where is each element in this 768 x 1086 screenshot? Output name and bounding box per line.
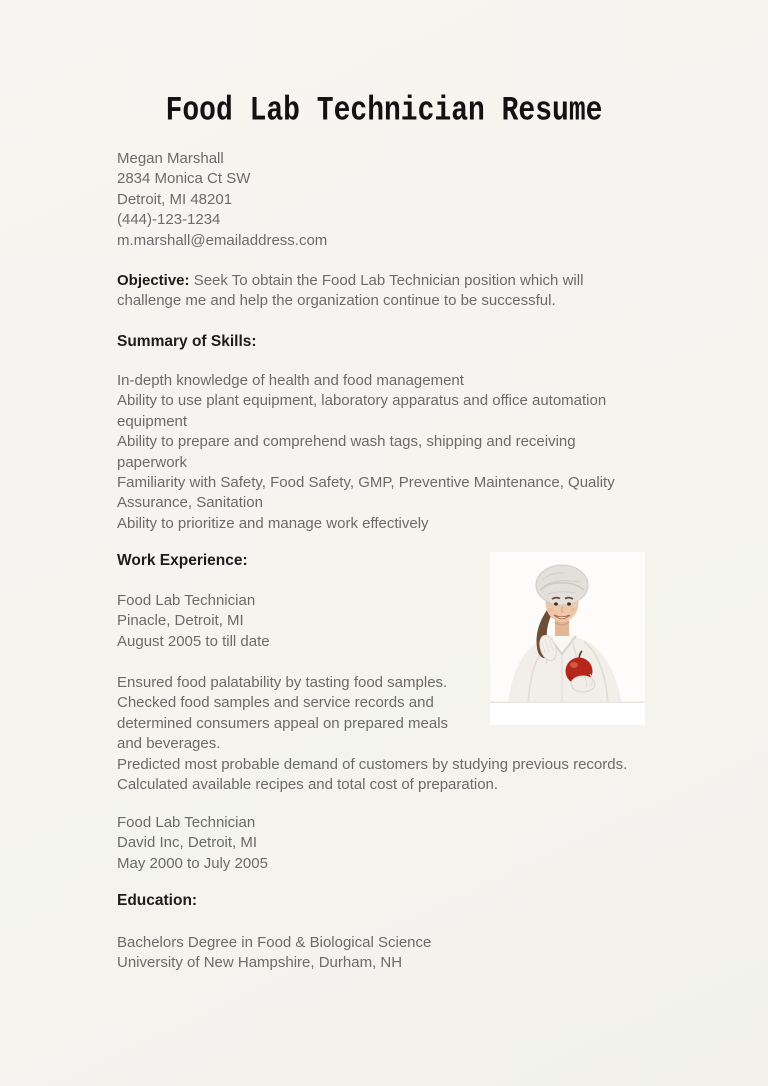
objective-text-line-1: Seek To obtain the Food Lab Technician position which will — [193, 272, 584, 289]
skill-line: equipment — [117, 412, 188, 430]
education-block — [117, 933, 431, 974]
education-school: University of New Hampshire, Durham, NH — [117, 954, 403, 972]
skill-line: Familiarity with Safety, Food Safety, GMP, Preventive Maintenance, Quality — [117, 474, 615, 492]
skill-line: paperwork — [117, 453, 188, 471]
skill-line: Ability to prepare and comprehend wash tags, shipping and receiving — [117, 433, 576, 451]
job-dates: May 2000 to July 2005 — [117, 854, 268, 872]
education-degree: Bachelors Degree in Food & Biological Science — [117, 934, 432, 951]
job-company: David Inc, Detroit, MI — [117, 834, 258, 852]
skill-line: In-depth knowledge of health and food management — [117, 372, 464, 389]
job-title: Food Lab Technician — [117, 592, 256, 609]
job-duty-line: Checked food samples and service records and — [117, 694, 434, 712]
skill-line: Ability to prioritize and manage work effectively — [117, 514, 429, 532]
job-duty-line: Ensured food palatability by tasting food samples. — [117, 674, 448, 691]
contact-phone: (444)-123-1234 — [117, 211, 221, 229]
work-experience-heading: Work Experience: — [117, 552, 248, 569]
candidate-photo-illustration — [490, 552, 645, 725]
contact-street: 2834 Monica Ct SW — [117, 170, 251, 188]
contact-name: Megan Marshall — [117, 150, 224, 167]
objective-line-1 — [117, 271, 583, 291]
skills-list — [117, 371, 615, 534]
skill-line: Assurance, Sanitation — [117, 494, 263, 512]
job-1-header — [117, 591, 270, 652]
job-dates: August 2005 to till date — [117, 632, 270, 650]
objective-text-line-2: challenge me and help the organization continue to be successful. — [117, 292, 556, 310]
objective-label: Objective: — [117, 272, 190, 289]
contact-city: Detroit, MI 48201 — [117, 190, 233, 208]
skills-heading: Summary of Skills: — [117, 333, 257, 350]
contact-email: m.marshall@emailaddress.com — [117, 231, 328, 249]
candidate-photo — [490, 552, 645, 725]
job-duty-line: Predicted most probable demand of customers by studying previous records. — [117, 755, 628, 773]
job-company: Pinacle, Detroit, MI — [117, 612, 244, 630]
page-title: Food Lab Technician Resume — [165, 92, 603, 131]
objective-section — [117, 271, 583, 312]
job-2-header — [117, 813, 268, 874]
job-duty-line: and beverages. — [117, 735, 221, 753]
skill-line: Ability to use plant equipment, laboratory apparatus and office automation — [117, 392, 607, 410]
education-heading: Education: — [117, 892, 198, 909]
job-duty-line: Calculated available recipes and total cost of preparation. — [117, 776, 499, 794]
job-duty-line: determined consumers appeal on prepared meals — [117, 714, 449, 732]
job-title: Food Lab Technician — [117, 814, 256, 831]
contact-block — [117, 149, 327, 251]
